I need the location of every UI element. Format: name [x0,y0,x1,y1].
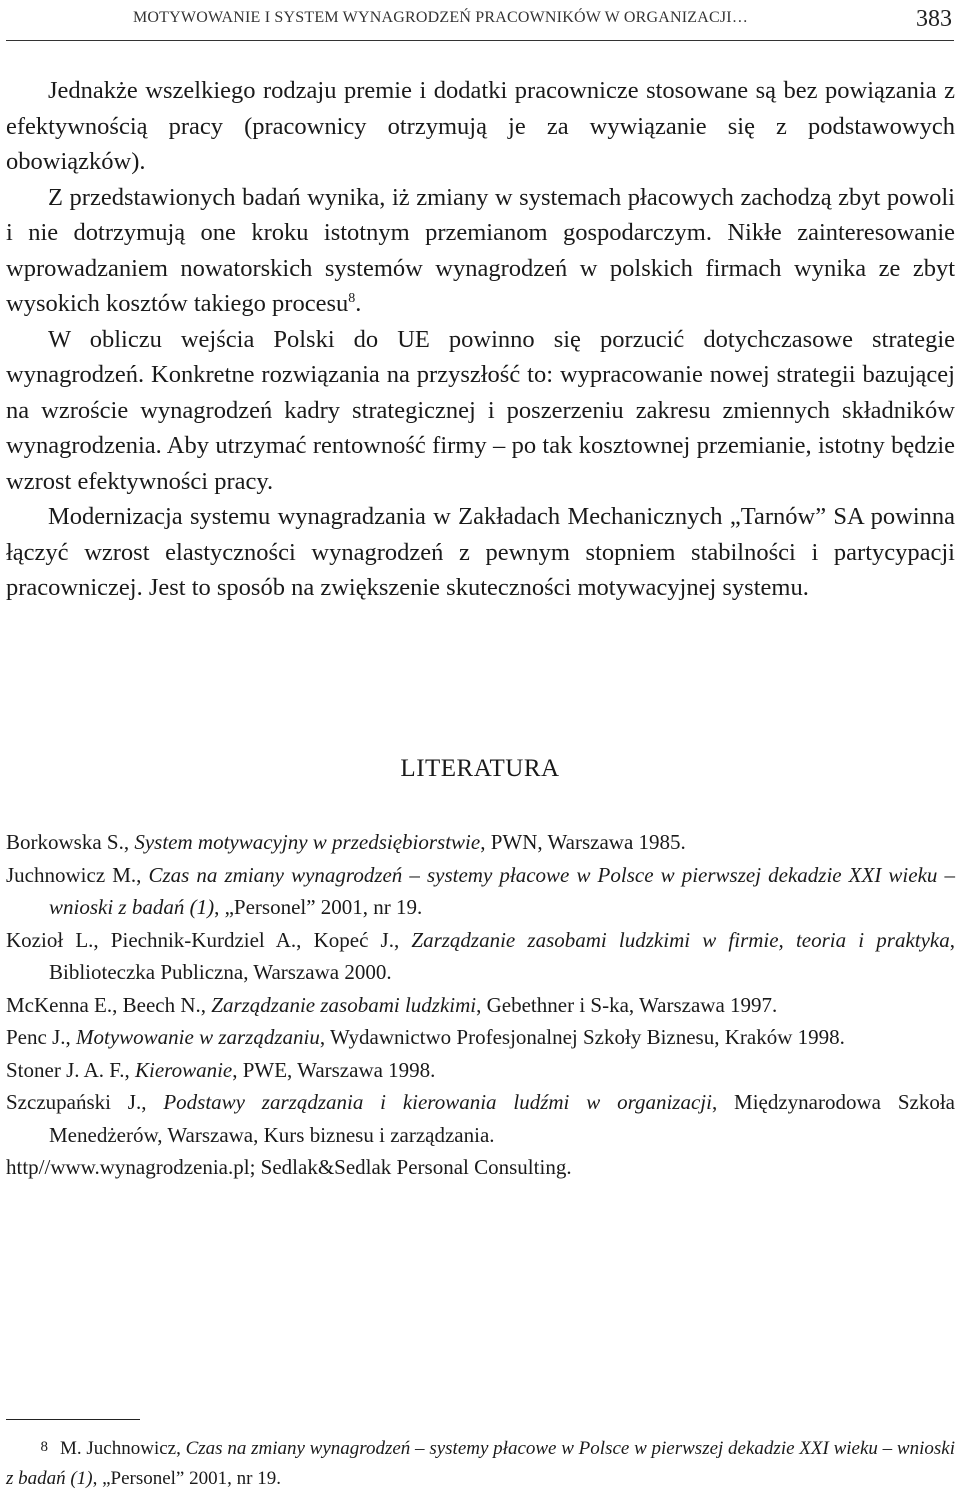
reference-title: Zarządzanie zasobami ludzkimi [211,992,477,1017]
footnote [6,1432,955,1494]
running-title: MOTYWOWANIE I SYSTEM WYNAGRODZEŃ PRACOWNIKÓW W ORGANIZACJI… [133,9,749,26]
page-number: 383 [916,6,952,32]
reference-publisher: , Gebethner i S-ka, Warszawa 1997. [476,992,778,1017]
reference-publisher: , Wydawnictwo Profesjonalnej Szkoły Biznesu, Kraków 1998. [319,1025,845,1049]
reference-item [6,924,955,989]
paragraph-2-text: Z przedstawionych badań wynika, iż zmiany w systemach płacowych zachodzą zbyt powoli i nie dotrzymują one kroku istotnym przemianom gospodarczym. Nikłe zainteresowanie wprowadzaniem nowatorskich systemów wynagrodzeń w polskich firmach wynika ze zbyt wysokich kosztów takiego procesu [6,183,955,317]
reference-publisher: , PWN, Warszawa 1985. [480,830,686,854]
footnote-title: Czas na zmiany wynagrodzeń – systemy płacowe w Polsce w pierwszej dekadzie XXI wieku – wnioski z badań (1) [6,1438,955,1489]
reference-author: McKenna E., Beech N., [6,992,212,1017]
reference-item [6,1086,955,1151]
paragraph-4: Modernizacja systemu wynagradzania w Zakładach Mechanicznych „Tarnów” SA powinna łączyć wzrost elastyczności wynagrodzeń z pewnym stopniem stabilności i partycypacji pracowniczej. Jest to sposób na zwiększenie skuteczności motywacyjnej systemu. [6,503,955,601]
body-text [6,73,955,606]
reference-publisher: , Międzynarodowa Szkoła Menedżerów, Warszawa, Kurs biznesu i zarządzania. [49,1090,955,1147]
reference-publisher: , Biblioteczka Publiczna, Warszawa 2000. [49,927,956,984]
reference-author: Penc J., [6,1025,76,1049]
footnote-ref-8[interactable]: 8 [348,291,356,306]
reference-title: Czas na zmiany wynagrodzeń – systemy płacowe w Polsce w pierwszej dekadzie XXI wieku – wnioski z badań (1) [49,862,955,919]
reference-publisher: , „Personel” 2001, nr 19. [214,895,423,919]
footnote-publisher: , „Personel” 2001, nr 19. [92,1468,281,1489]
footnote-author: M. Juchnowicz, [60,1438,186,1459]
reference-author: Juchnowicz M., [6,862,149,887]
reference-item-web [6,1151,955,1184]
reference-item [6,989,955,1022]
reference-author: Szczupański J., [6,1090,164,1114]
footnote-mark: 8 [40,1439,48,1455]
reference-item [6,826,955,859]
reference-title: Kierowanie [135,1057,233,1082]
reference-author: Borkowska S., [6,830,135,854]
running-header [6,4,954,41]
bibliography [6,826,955,1184]
reference-publisher: , PWE, Warszawa 1998. [232,1057,436,1082]
reference-item [6,1054,955,1087]
paragraph-2 [6,180,955,322]
footnote-divider [6,1419,140,1420]
reference-web-source[interactable]: http//www.wynagrodzenia.pl; Sedlak&Sedlak Personal Consulting. [6,1155,572,1179]
reference-title: Motywowanie w zarządzaniu [76,1025,320,1049]
paragraph-1: Jednakże wszelkiego rodzaju premie i dodatki pracownicze stosowane są bez powiązania z efektywnością pracy (pracownicy otrzymują je za wywiązanie się z podstawowych obowiązków). [6,77,955,175]
reference-title: Zarządzanie zasobami ludzkimi w firmie, teoria i praktyka [411,927,950,952]
paragraph-2-end: . [355,290,362,317]
literature-heading: LITERATURA [400,755,560,782]
reference-author: Stoner J. A. F., [6,1057,136,1082]
reference-item [6,1021,955,1054]
reference-title: System motywacyjny w przedsiębiorstwie [134,830,481,854]
reference-item [6,859,955,924]
reference-author: Kozioł L., Piechnik-Kurdziel A., Kopeć J., [6,927,412,952]
reference-title: Podstawy zarządzania i kierowania ludźmi w organizacji [163,1090,712,1114]
paragraph-3: W obliczu wejścia Polski do UE powinno się porzucić dotychczasowe strategie wynagrodzeń. Konkretne rozwiązania na przyszłość to: wypracowanie nowej strategii bazującej na wzroście wynagrodzeń kadry strategicznej i poszerzeniu zakresu zmiennych składników wynagrodzenia. Aby utrzymać rentowność firmy – po tak kosztownej przemianie, istotny będzie wzrost efektywności pracy. [6,325,955,495]
